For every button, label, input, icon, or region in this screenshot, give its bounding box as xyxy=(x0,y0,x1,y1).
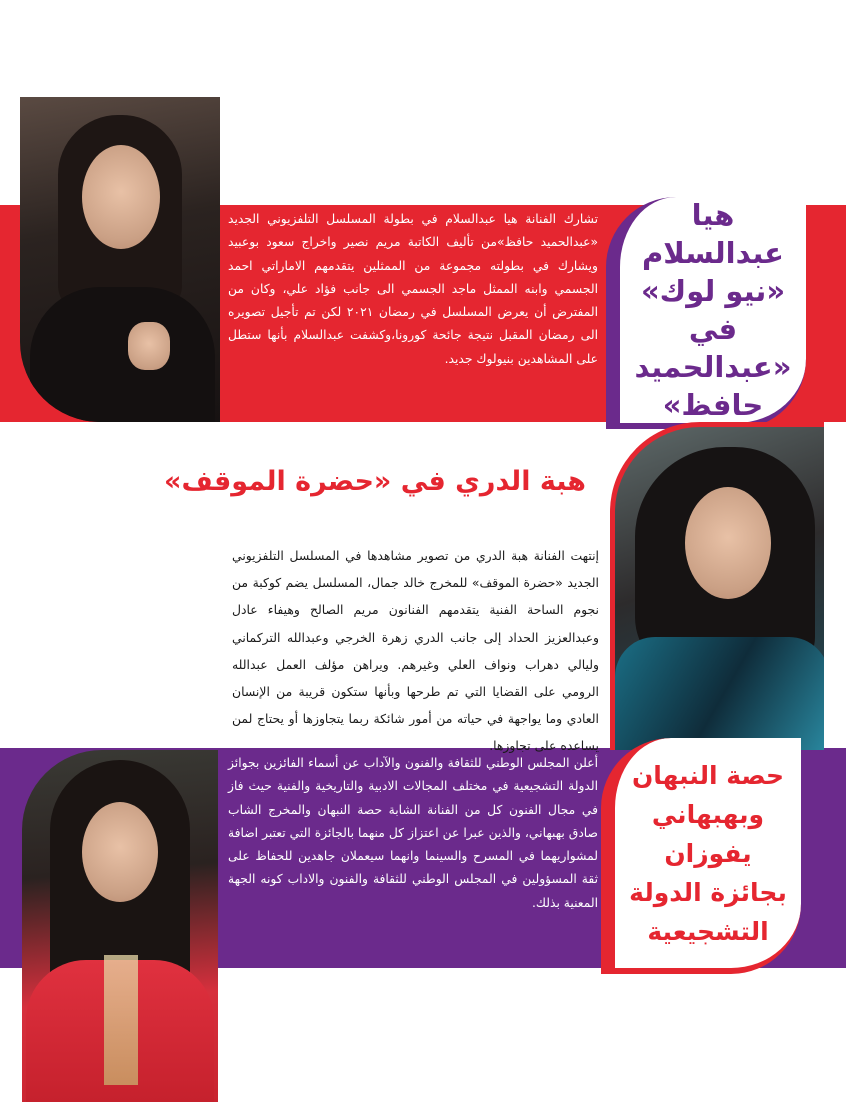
story3-title: حصة النبهان وبهبهاني يفوزان بجائزة الدولة التشجيعية xyxy=(629,760,787,946)
story3-body: أعلن المجلس الوطني للثقافة والفنون والآداب عن أسماء الفائزين بجوائز الدولة التشجيعية في مختلف المجالات الادبية والتاريخية والفنية حيث فاز في مجال الفنون كل من الفنانة الشابة حصة النبهان والمخرج الشاب صادق بهبهاني، والذين عبرا عن اعتزاز كل منهما بالجائزة التي تعتبر اضافة لمشواريهما في المسرح والسينما وانهما سيعملان جاهدين للحفاظ على ثقة المسؤولين في المجلس الوطني للثقافة والفنون والاداب كونه الجهة المعنية بذلك. xyxy=(228,756,598,910)
story3-title-box xyxy=(601,738,801,974)
hessa-alnabhan-photo xyxy=(22,750,218,1102)
story2-title: هبة الدري في «حضرة الموقف» xyxy=(164,466,586,497)
story2-body: إنتهت الفنانة هبة الدري من تصوير مشاهدها في المسلسل التلفزيوني الجديد «حضرة الموقف» للمخرج خالد جمال، المسلسل يضم كوكبة من نجوم الساحة الفنية يتقدمهم الفنانون مريم الصالح وهيفاء عادل وعبدالعزيز الحداد إلى جانب الدري زهرة الخرجي وعبدالله التركماني وليالي دهراب ونواف العلي وغيرهم. ويراهن مؤلف العمل عبدالله الرومي على القضايا التي تم طرحها وبأنها ستكون قريبة من الإنسان العادي وما يواجهة في حياته من أمور شائكة ربما يتجاوزها أو يحتاج لمن يساعده على تجاوزها. xyxy=(232,548,599,754)
story1-body: تشارك الفنانة هيا عبدالسلام في بطولة المسلسل التلفزيوني الجديد «عبدالحميد حافظ»من تأليف الكاتبة مريم نصير واخراج سعود بوعبيد ويشارك في بطولته مجموعة من الممثلين يتقدمهم الاماراتي احمد الجسمي وابنه الممثل ماجد الجسمي الى جانب فؤاد علي، وكان من المفترض أن يعرض المسلسل في رمضان ٢٠٢١ لكن تم تأجيل تصويره الى رمضان المقبل نتيجة جائحة كورونا،وكشفت عبدالسلام بأنها ستطل على المشاهدين بنيولوك جديد. xyxy=(228,212,599,366)
heba-aldurri-photo xyxy=(610,422,824,750)
haya-abdulsalam-photo xyxy=(20,97,220,422)
story1-title-box xyxy=(606,197,806,429)
story1-title: هيا عبدالسلام «نيو لوك» في «عبدالحميد حافظ» xyxy=(634,198,792,422)
